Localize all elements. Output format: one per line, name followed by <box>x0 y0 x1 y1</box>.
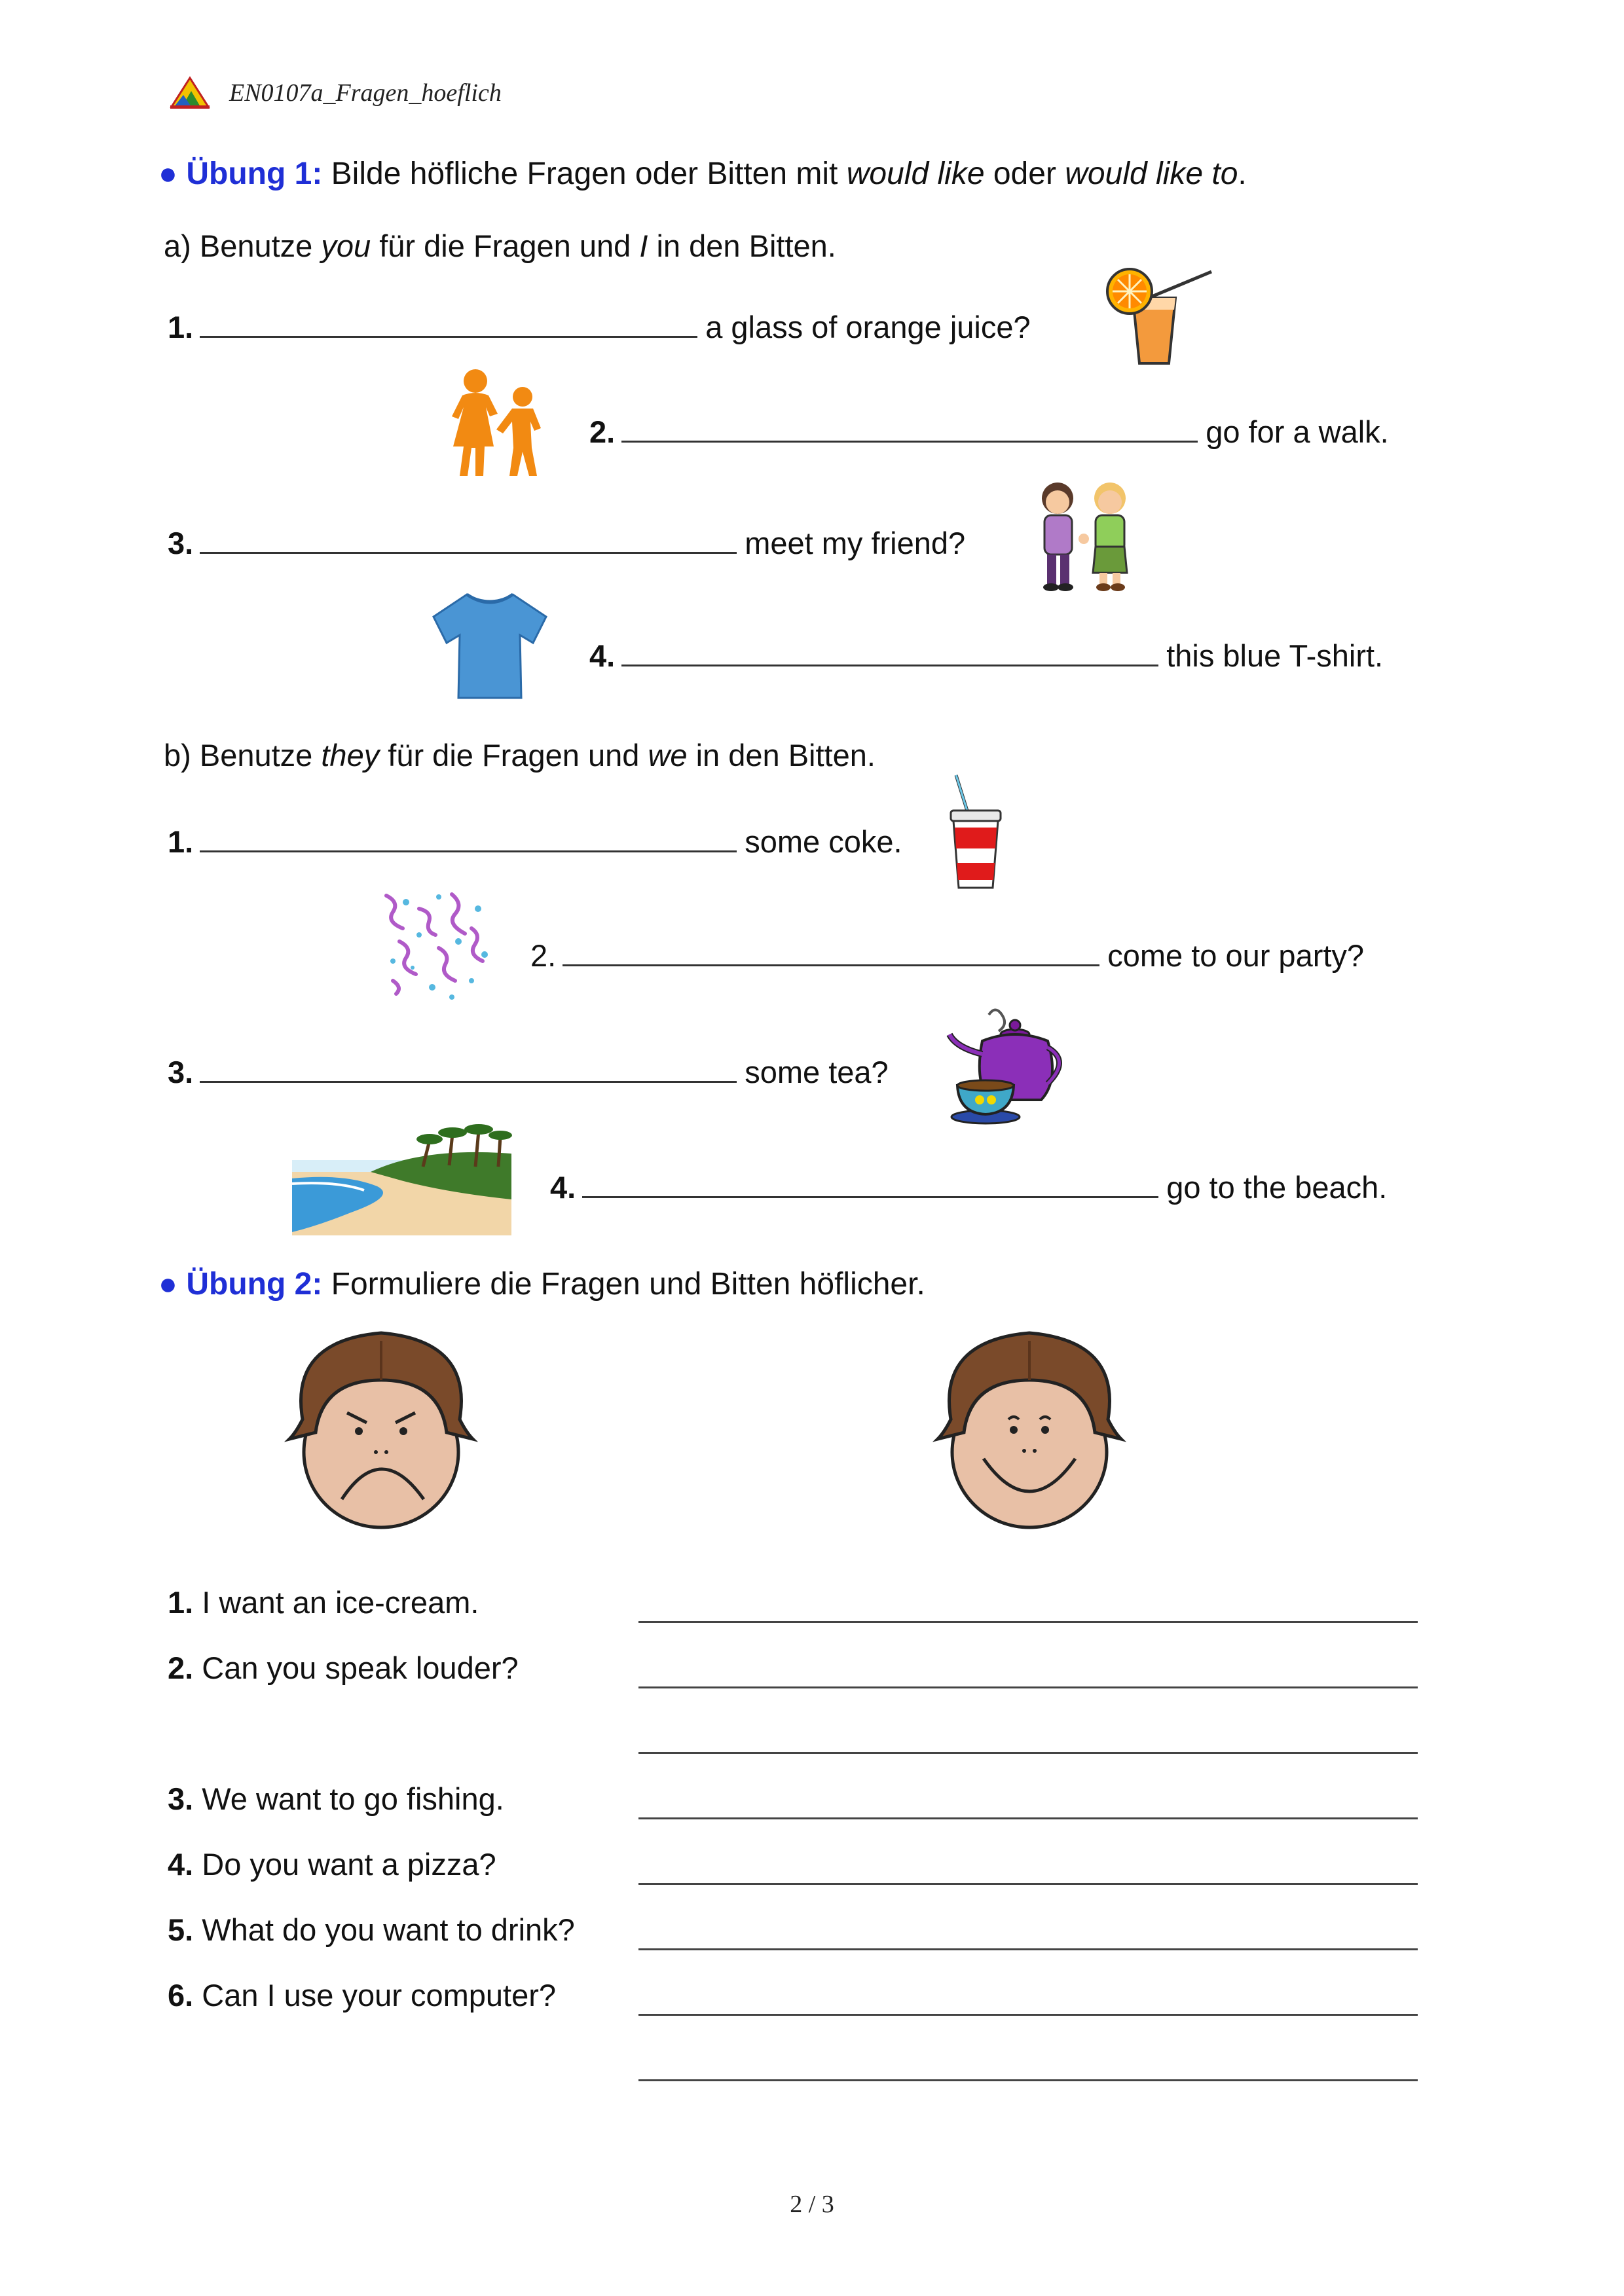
answer-line[interactable] <box>638 1752 1418 1754</box>
instruction-text: für die Fragen und <box>379 738 648 773</box>
instruction-text: . <box>1238 156 1247 191</box>
angry-face-icon <box>283 1328 479 1531</box>
item-number: 1. <box>168 824 194 859</box>
teapot-icon <box>943 1002 1074 1126</box>
item-number: 6. <box>168 1978 194 2013</box>
exercise-item <box>589 636 1383 676</box>
keyword: we <box>648 738 688 773</box>
keyword: I <box>639 228 648 263</box>
item-text: go to the beach. <box>1166 1170 1388 1205</box>
exercise2-item <box>168 1649 519 1688</box>
item-text: some tea? <box>745 1055 889 1089</box>
instruction-text: in den Bitten. <box>648 228 836 263</box>
instruction-text: oder <box>984 156 1065 191</box>
exercise-item <box>550 1168 1387 1207</box>
exercise-item <box>168 822 902 862</box>
phrase: would like to <box>1065 156 1238 191</box>
item-text: meet my friend? <box>745 526 966 560</box>
page-header <box>169 73 502 113</box>
item-number: 1. <box>168 1585 194 1620</box>
exercise2-item <box>168 1976 556 2015</box>
instruction-text: Bilde höfliche Fragen oder Bitten mit <box>322 156 847 191</box>
item-number: 4. <box>550 1170 576 1205</box>
item-text: some coke. <box>745 824 902 859</box>
exercise1-heading <box>158 155 1247 194</box>
bullet: ● <box>158 1267 177 1302</box>
exercise2-item <box>168 1779 504 1819</box>
logo-icon <box>169 77 211 109</box>
answer-blank[interactable] <box>200 526 737 554</box>
answer-blank[interactable] <box>200 1055 737 1083</box>
friends-icon <box>1025 475 1149 592</box>
item-text: We want to go fishing. <box>193 1781 504 1816</box>
answer-line[interactable] <box>638 2014 1418 2016</box>
exercise-label: Übung 1: <box>186 156 323 191</box>
item-number: 3. <box>168 1781 194 1816</box>
item-text: come to our party? <box>1107 938 1365 973</box>
exercise-item <box>589 412 1389 452</box>
instruction-text: a) Benutze <box>164 228 322 263</box>
beach-icon <box>292 1121 511 1235</box>
bullet: ● <box>158 156 177 191</box>
item-number: 2. <box>168 1650 194 1685</box>
item-text: Can you speak louder? <box>193 1650 519 1685</box>
exercise-label: Übung 2: <box>186 1267 323 1302</box>
answer-blank[interactable] <box>621 638 1158 666</box>
confetti-icon <box>380 889 498 1007</box>
item-text: Can I use your computer? <box>193 1978 557 2013</box>
item-text: a glass of orange juice? <box>705 310 1031 344</box>
item-text: I want an ice-cream. <box>193 1585 479 1620</box>
walking-people-icon <box>437 368 555 479</box>
item-text: What do you want to drink? <box>193 1912 575 1947</box>
exercise-item <box>168 524 965 563</box>
phrase: would like <box>846 156 985 191</box>
item-number: 4. <box>589 638 616 673</box>
instruction-text: Formuliere die Fragen und Bitten höflicher. <box>322 1267 925 1302</box>
coke-cup-icon <box>943 771 1008 889</box>
keyword: you <box>321 228 371 263</box>
exercise2-item <box>168 1910 575 1950</box>
item-number: 5. <box>168 1912 194 1947</box>
answer-line[interactable] <box>638 1948 1418 1950</box>
tshirt-icon <box>431 591 549 702</box>
item-number: 3. <box>168 526 194 560</box>
instruction-text: in den Bitten. <box>687 738 876 773</box>
item-number: 2. <box>530 938 557 973</box>
orange-juice-icon <box>1100 265 1218 370</box>
answer-line[interactable] <box>638 1817 1418 1819</box>
instruction-text: für die Fragen und <box>371 228 640 263</box>
answer-blank[interactable] <box>200 310 697 338</box>
item-text: Do you want a pizza? <box>193 1847 496 1882</box>
answer-line[interactable] <box>638 1686 1418 1688</box>
exercise2-item <box>168 1583 479 1622</box>
item-number: 1. <box>168 310 194 344</box>
exercise2-item <box>168 1845 496 1884</box>
answer-blank[interactable] <box>621 414 1198 443</box>
answer-blank[interactable] <box>582 1170 1158 1198</box>
keyword: they <box>321 738 380 773</box>
item-text: go for a walk. <box>1206 414 1389 449</box>
answer-blank[interactable] <box>563 938 1099 966</box>
exercise2-heading <box>158 1265 925 1304</box>
document-filename: EN0107a_Fragen_hoeflich <box>229 79 502 107</box>
item-number: 2. <box>589 414 616 449</box>
part-a-instruction <box>164 227 836 266</box>
answer-line[interactable] <box>638 1621 1418 1623</box>
answer-line[interactable] <box>638 1883 1418 1885</box>
part-b-instruction <box>164 736 876 775</box>
answer-line[interactable] <box>638 2079 1418 2081</box>
answer-blank[interactable] <box>200 824 737 852</box>
happy-face-icon <box>931 1328 1128 1531</box>
exercise-item <box>530 936 1364 975</box>
instruction-text: b) Benutze <box>164 738 322 773</box>
item-number: 3. <box>168 1055 194 1089</box>
item-text: this blue T-shirt. <box>1166 638 1384 673</box>
exercise-item <box>168 308 1031 347</box>
page-number: 2 / 3 <box>790 2191 834 2218</box>
item-number: 4. <box>168 1847 194 1882</box>
exercise-item <box>168 1053 889 1092</box>
